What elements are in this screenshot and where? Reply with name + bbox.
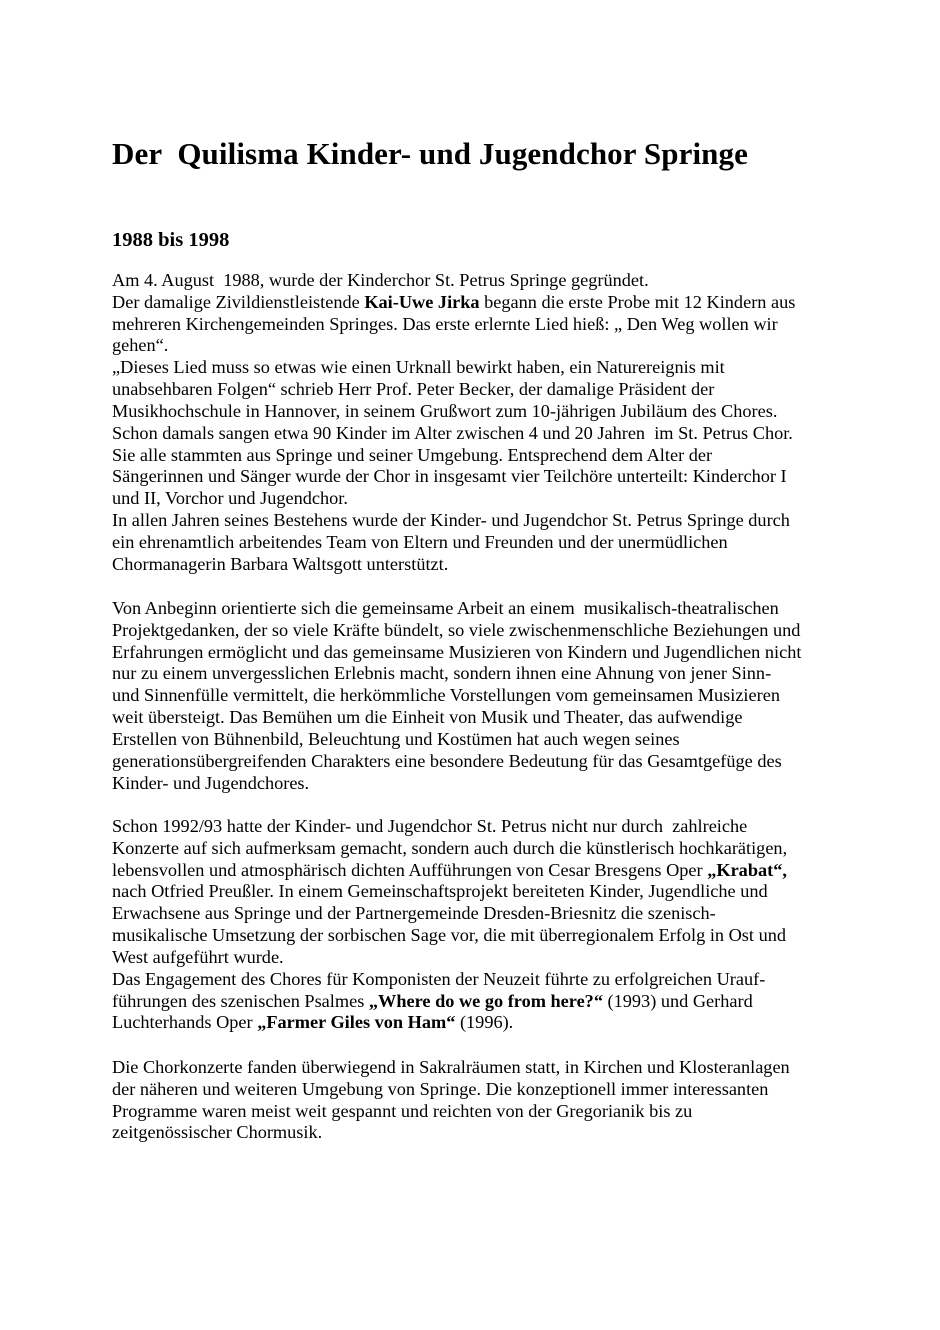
text-line [112,816,787,838]
text-run: Erfahrungen ermöglicht und das gemeinsame Musizieren von Kindern und Jugendlichen nicht [112,641,802,662]
section-heading: 1988 bis 1998 [112,229,230,251]
text-line [112,1101,790,1123]
text-run: führungen des szenischen Psalmes [112,990,369,1011]
paragraph [112,270,795,576]
text-run: Kinder- und Jugendchores. [112,772,310,793]
text-line [112,663,801,685]
paragraph [112,1057,790,1144]
text-run: Konzerte auf sich aufmerksam gemacht, sondern auch durch die künstlerisch hochkarätigen, [112,837,788,858]
text-run: Das Engagement des Chores für Komponisten der Neuzeit führte zu erfolgreichen Urauf- [112,968,766,989]
text-run: nach Otfried Preußler. In einem Gemeinschaftsprojekt bereiteten Kinder, Jugendliche und [112,881,768,902]
paragraph [112,816,787,1034]
text-run: Schon damals sangen etwa 90 Kinder im Alter zwischen 4 und 20 Jahren im St. Petrus Chor. [112,422,793,443]
text-line [112,466,795,488]
text-run: (1996). [455,1012,514,1033]
text-run: mehreren Kirchengemeinden Springes. Das erste erlernte Lied hieß: „ Den Weg wollen wir [112,313,778,334]
text-line [112,445,795,467]
text-run: und Sinnenfülle vermittelt, die herkömmliche Vorstellungen vom gemeinsamen Musizieren [112,685,780,706]
text-run: zeitgenössischer Chormusik. [112,1122,323,1143]
text-line [112,1122,790,1144]
text-line [112,1012,787,1034]
text-run: Luchterhands Oper [112,1012,258,1033]
text-run: musikalische Umsetzung der sorbischen Sage vor, die mit überregionalem Erfolg in Ost und [112,925,786,946]
text-line [112,991,787,1013]
text-run: Erstellen von Bühnenbild, Beleuchtung und Kostümen hat auch wegen seines [112,728,680,749]
text-run: begann die erste Probe mit 12 Kindern aus [479,291,796,312]
text-run: Der damalige Zivildienstleistende [112,291,365,312]
text-line [112,598,801,620]
text-line [112,1079,790,1101]
text-run: Projektgedanken, der so viele Kräfte bündelt, so viele zwischenmenschliche Beziehungen und [112,619,801,640]
text-line [112,270,795,292]
text-line [112,729,801,751]
text-run: „Dieses Lied muss so etwas wie einen Urknall bewirkt haben, ein Naturereignis mit [112,357,725,378]
text-run: Sängerinnen und Sänger wurde der Chor in insgesamt vier Teilchöre unterteilt: Kinderchor I [112,466,787,487]
text-run: Am 4. August 1988, wurde der Kinderchor St. Petrus Springe gegründet. [112,270,649,290]
text-run: generationsübergreifenden Charakters eine besondere Bedeutung für das Gesamtgefüge des [112,750,782,771]
bold-text: „Where do we go from here?“ [368,990,603,1011]
text-line [112,532,795,554]
text-line [112,925,787,947]
text-run: ein ehrenamtlich arbeitendes Team von Eltern und Freunden und der unermüdlichen [112,531,728,552]
text-run: weit übersteigt. Das Bemühen um die Einheit von Musik und Theater, das aufwendige [112,707,743,728]
text-run: Sie alle stammten aus Springe und seiner Umgebung. Entsprechend dem Alter der [112,444,713,465]
text-run: der näheren und weiteren Umgebung von Springe. Die konzeptionell immer interessanten [112,1078,769,1099]
text-line [112,707,801,729]
bold-text: „Farmer Giles von Ham“ [257,1012,456,1033]
text-run: Die Chorkonzerte fanden überwiegend in Sakralräumen statt, in Kirchen und Klosteranlagen [112,1057,790,1077]
text-line [112,379,795,401]
text-line [112,554,795,576]
text-run: Von Anbeginn orientierte sich die gemeinsame Arbeit an einem musikalisch-theatralischen [112,598,779,618]
text-line [112,1057,790,1079]
text-line [112,969,787,991]
text-run: Programme waren meist weit gespannt und reichten von der Gregorianik bis zu [112,1100,693,1121]
paragraph [112,598,801,794]
text-line [112,314,795,336]
text-run: (1993) und Gerhard [602,990,753,1011]
text-run: Schon 1992/93 hatte der Kinder- und Jugendchor St. Petrus nicht nur durch zahlreiche [112,816,748,836]
bold-text: „Krabat“, [707,859,787,880]
text-line [112,292,795,314]
text-line [112,510,795,532]
text-line [112,401,795,423]
document-title: Der Quilisma Kinder- und Jugendchor Springe [112,136,748,171]
text-line [112,947,787,969]
text-line [112,751,801,773]
text-line [112,488,795,510]
text-line [112,642,801,664]
text-line [112,335,795,357]
text-run: West aufgeführt wurde. [112,946,284,967]
text-line [112,881,787,903]
text-run: und II, Vorchor und Jugendchor. [112,488,348,509]
text-run: Erwachsene aus Springe und der Partnergemeinde Dresden-Briesnitz die szenisch- [112,903,716,924]
text-line [112,860,787,882]
text-line [112,685,801,707]
text-run: gehen“. [112,335,169,356]
text-line [112,903,787,925]
text-line [112,357,795,379]
text-run: lebensvollen und atmosphärisch dichten Aufführungen von Cesar Bresgens Oper [112,859,708,880]
text-line [112,423,795,445]
text-line [112,773,801,795]
text-run: Musikhochschule in Hannover, in seinem Grußwort zum 10-jährigen Jubiläum des Chores. [112,400,778,421]
bold-text: Kai-Uwe Jirka [364,291,480,312]
text-run: In allen Jahren seines Bestehens wurde der Kinder- und Jugendchor St. Petrus Springe durch [112,510,790,531]
text-line [112,838,787,860]
text-run: Chormanagerin Barbara Waltsgott unterstützt. [112,553,449,574]
text-run: nur zu einem unvergesslichen Erlebnis macht, sondern ihnen eine Ahnung von jener Sinn- [112,663,772,684]
text-line [112,620,801,642]
text-run: unabsehbaren Folgen“ schrieb Herr Prof. Peter Becker, der damalige Präsident der [112,379,715,400]
